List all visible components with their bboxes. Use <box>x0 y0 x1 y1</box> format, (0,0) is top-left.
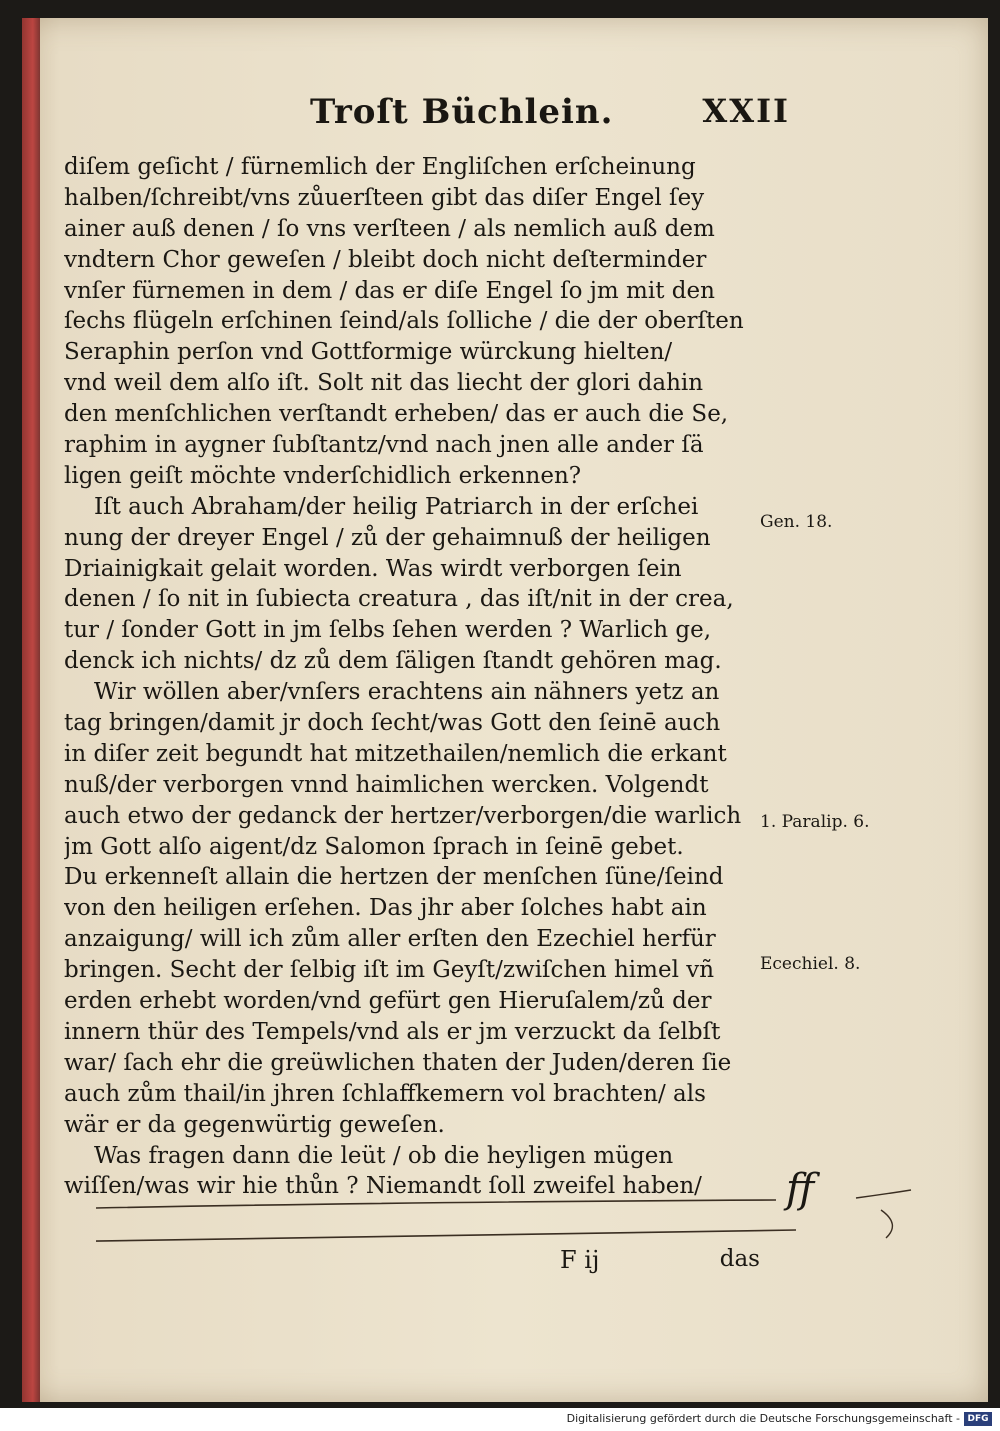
text-line: auch zům thail/in jhren ſchlaffkemern vol brachten/ als <box>64 1080 706 1107</box>
text-line: bringen. Secht der ſelbig iſt im Geyſt/zwiſchen himel vñ <box>64 957 715 984</box>
text-line: innern thür des Tempels/vnd als er jm verzuckt da ſelbſt <box>64 1018 721 1045</box>
text-line: tur / ſonder Gott in jm ſelbs ſehen werden ? Warlich ge, <box>64 617 712 644</box>
underline-stroke-1 <box>96 1200 776 1208</box>
text-line: vnſer fürnemen in dem / das er diſe Engel ſo jm mit den <box>64 277 715 304</box>
text-line: vndtern Chor geweſen / bleibt doch nicht deſterminder <box>64 246 707 273</box>
text-line: nung der dreyer Engel / zů der gehaimnuß der heiligen <box>64 524 711 551</box>
text-line: den menſchlichen verſtandt erheben/ das er auch die Se, <box>64 401 729 428</box>
text-line: tag bringen/damit jr doch ſecht/was Gott den ſeinē auch <box>64 710 721 737</box>
signature-mark: F ij <box>560 1246 600 1274</box>
text-line: in diſer zeit begundt hat mitzethailen/nemlich die erkant <box>64 740 727 767</box>
text-line: erden erhebt worden/vnd gefürt gen Hieruſalem/zů der <box>64 988 712 1015</box>
margin-note-ezechiel: Ecechiel. 8. <box>760 954 861 974</box>
text-line: ainer auß denen / ſo vns verſteen / als nemlich auß dem <box>64 215 715 242</box>
underline-stroke-2 <box>96 1230 796 1242</box>
text-line: auch etwo der gedanck der hertzer/verborgen/die warlich <box>64 802 742 829</box>
body-text <box>64 152 764 1202</box>
text-line: anzaigung/ will ich zům aller erſten den Ezechiel herfür <box>64 926 716 953</box>
text-line: denen / ſo nit in ſubiecta creatura , das iſt/nit in der crea, <box>64 586 734 613</box>
text-line: nuß/der verborgen vnnd haimlichen wercken. Volgendt <box>64 771 709 798</box>
text-line: denck ich nichts/ dz zů dem ſäligen ſtandt gehören mag. <box>64 648 722 675</box>
text-line: wär er da gegenwürtig geweſen. <box>64 1111 445 1138</box>
text-line: jm Gott alſo aigent/dz Salomon ſprach in ſeinē gebet. <box>64 833 684 860</box>
text-line: vnd weil dem alſo iſt. Solt nit das liecht der glori dahin <box>64 370 704 397</box>
text-line: Wir wöllen aber/vnſers erachtens ain nähners yetz an <box>94 679 720 706</box>
text-line: Iſt auch Abraham/der heilig Patriarch in der erſchei <box>94 493 699 520</box>
funding-credit: Digitalisierung gefördert durch die Deutsche Forschungsgemeinschaft - <box>566 1412 960 1425</box>
margin-note-gen: Gen. 18. <box>760 512 833 532</box>
text-line: von den heiligen erſehen. Das jhr aber ſolches habt ain <box>64 895 707 922</box>
catchword: das <box>719 1246 760 1272</box>
page-header <box>270 92 790 142</box>
catch-line <box>560 1246 760 1278</box>
handwritten-mark: ff <box>786 1166 815 1212</box>
text-line: Driainigkait gelait worden. Was wirdt verborgen ſein <box>64 555 682 582</box>
margin-stroke-1 <box>856 1190 911 1198</box>
folio-number: XXII <box>702 92 790 130</box>
footer-bar <box>0 1408 1000 1431</box>
margin-stroke-2 <box>881 1210 892 1238</box>
dfg-logo: DFG <box>964 1412 992 1426</box>
text-line: halben/ſchreibt/vns zůuerſteen gibt das diſer Engel ſey <box>64 184 705 211</box>
text-line: Was fragen dann die leüt / ob die heyligen mügen <box>94 1142 674 1169</box>
text-line: ligen geiſt möchte vnderſchidlich erkennen? <box>64 462 582 489</box>
text-line: raphim in aygner ſubſtantz/vnd nach jnen alle ander ſä <box>64 432 704 459</box>
text-line: wiſſen/was wir hie thůn ? Niemandt ſoll zweifel haben/ <box>64 1173 702 1200</box>
text-line: diſem geſicht / fürnemlich der Engliſchen erſcheinung <box>64 154 696 180</box>
text-line: Du erkenneſt allain die hertzen der menſchen ſüne/ſeind <box>64 864 724 891</box>
handwritten-annotation <box>96 1150 916 1260</box>
text-line: Seraphin perſon vnd Gottformige würckung hielten/ <box>64 339 673 366</box>
margin-note-paralip: 1. Paralip. 6. <box>760 812 870 832</box>
binding-edge <box>22 18 40 1402</box>
text-line: war/ ſach ehr die greüwlichen thaten der Juden/deren ſie <box>64 1049 732 1076</box>
text-line: ſechs flügeln erſchinen ſeind/als ſolliche / die der oberſten <box>64 308 744 335</box>
running-head: Troſt Büchlein. <box>310 92 614 132</box>
